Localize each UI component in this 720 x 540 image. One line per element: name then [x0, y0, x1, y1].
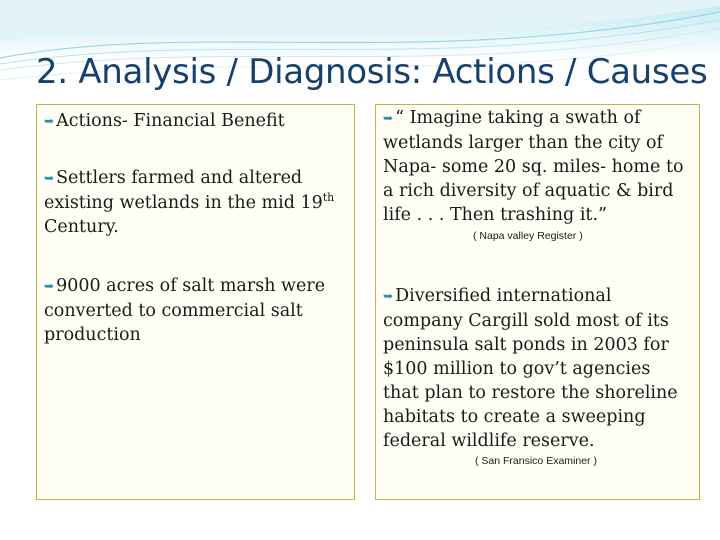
right-item-cargill	[383, 284, 685, 453]
quote-source: ( Napa valley Register )	[473, 230, 583, 242]
curved-arrow-bullet-icon: ➥	[44, 279, 55, 293]
right-quote-text: “ Imagine taking a swath of wetlands larger than the city of Napa- some 20 sq. miles- home to a rich diversity of aquatic & bird life . . . Then trashing it.”	[383, 108, 684, 225]
right-content-box	[375, 104, 700, 500]
left-heading	[44, 109, 344, 134]
left-item-salt-marsh	[44, 274, 344, 347]
left-item1-suffix: Century.	[44, 217, 119, 237]
curved-arrow-bullet-icon: ➥	[44, 171, 55, 185]
slide-title: 2. Analysis / Diagnosis: Actions / Causes	[36, 52, 708, 92]
curved-arrow-bullet-icon: ➥	[44, 114, 55, 128]
right-quote	[383, 106, 697, 227]
cargill-source: ( San Fransico Examiner )	[475, 455, 597, 467]
left-content-box	[36, 104, 355, 500]
left-item1-superscript: th	[322, 191, 335, 205]
left-heading-text: Actions- Financial Benefit	[56, 111, 285, 131]
left-item2-text: 9000 acres of salt marsh were converted to commercial salt production	[44, 276, 326, 345]
curved-arrow-bullet-icon: ➥	[383, 111, 394, 125]
right-item2-text: Diversified international company Cargill sold most of its peninsula salt ponds in 2003 for $100 million to gov’t agencies that plan to restore the shoreline habitats to create a sweeping federal wildlife reserve.	[383, 286, 678, 451]
curved-arrow-bullet-icon: ➥	[383, 289, 394, 303]
left-item-settlers	[44, 166, 346, 239]
left-item1-text: Settlers farmed and altered existing wetlands in the mid 19	[44, 168, 323, 213]
